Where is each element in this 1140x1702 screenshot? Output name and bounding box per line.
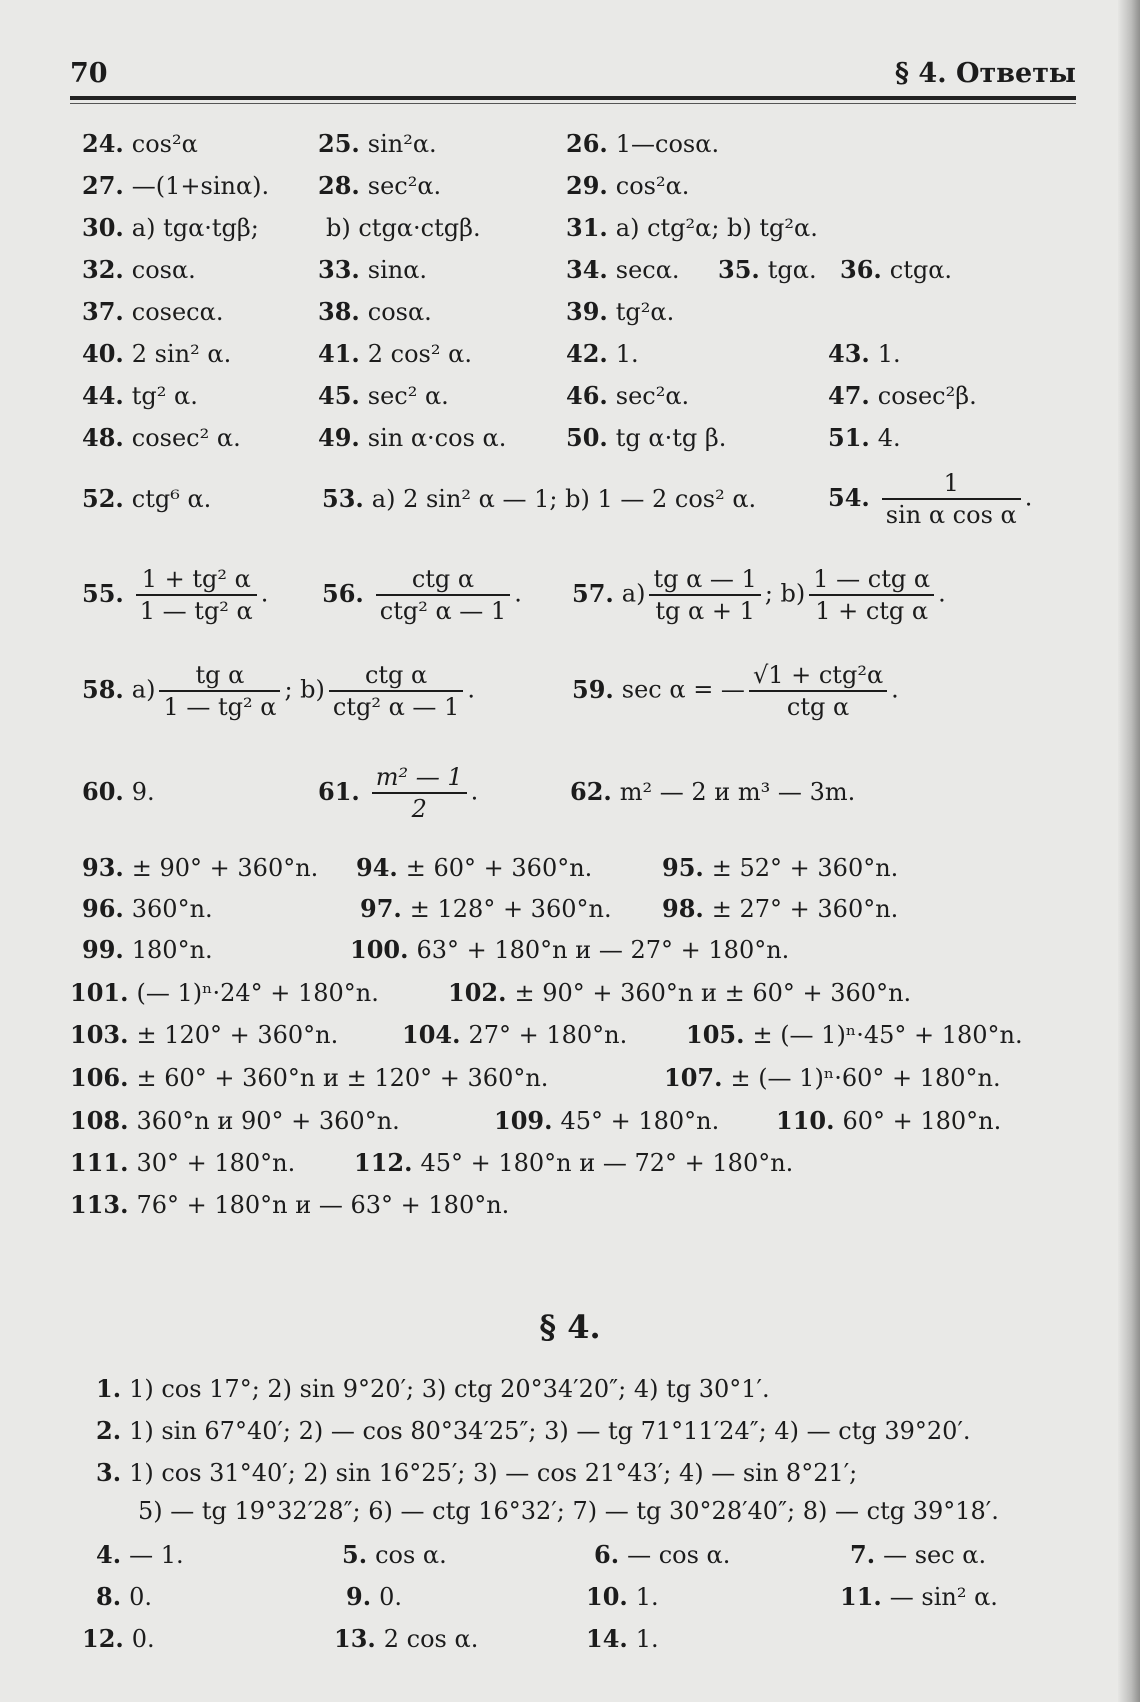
answer-number: 94. xyxy=(356,853,398,882)
answers1-item xyxy=(354,1148,793,1178)
answer-text: — sec α. xyxy=(883,1541,987,1569)
answers1-item xyxy=(82,339,231,369)
answer-text: ctg⁶ α. xyxy=(131,485,212,513)
answer-text: 45° + 180°n. xyxy=(560,1107,720,1135)
answer-number: 38. xyxy=(318,297,360,326)
answer-number: 34. xyxy=(566,255,608,284)
answer-57: 57. a) $\frac{\text{tg α — 1}}{\text{tg α + 1}}$ ; b) $\frac{\text{1 — ctg α}}{\text{1 + ctg α}}$ . xyxy=(572,565,946,625)
answer-number: 107. xyxy=(664,1063,723,1092)
answers1-item xyxy=(70,1020,338,1050)
answers1-item xyxy=(686,1020,1023,1050)
answer-text: ± 90° + 360°n и ± 60° + 360°n. xyxy=(514,979,912,1007)
answer-text: cosα. xyxy=(131,256,196,284)
answers1-item xyxy=(82,935,213,965)
fraction: $\frac{\text{1 — ctg α}}{\text{1 + ctg α}}$ xyxy=(809,564,934,626)
answer-text: 45° + 180°n и — 72° + 180°n. xyxy=(420,1149,794,1177)
fraction: $\frac{\text{√1 + ctg²α}}{\text{ctg α}}$ xyxy=(749,660,887,722)
answer-number: 43. xyxy=(828,339,870,368)
answer-number: 45. xyxy=(318,381,360,410)
answer-text: tg²α. xyxy=(615,298,675,326)
answer-text: 1) sin 67°40′; 2) — cos 80°34′25″; 3) — tg 71°11′24″; 4) — ctg 39°20′. xyxy=(129,1417,971,1445)
answer-text: 5) — tg 19°32′28″; 6) — ctg 16°32′; 7) — tg 30°28′40″; 8) — ctg 39°18′. xyxy=(138,1497,999,1525)
answers1-item xyxy=(82,894,213,924)
answer-number: 28. xyxy=(318,171,360,200)
answer-text: ± 90° + 360°n. xyxy=(131,854,319,882)
answer-text: cosec²β. xyxy=(877,382,977,410)
answer-text: 30° + 180°n. xyxy=(136,1149,296,1177)
answers2-item xyxy=(840,1582,998,1612)
answer-text: a) ctg²α; b) tg²α. xyxy=(615,214,818,242)
answer-text: 1) cos 17°; 2) sin 9°20′; 3) ctg 20°34′20″; 4) tg 30°1′. xyxy=(129,1375,770,1403)
answer-number: 32. xyxy=(82,255,124,284)
answer-text: 0. xyxy=(379,1583,402,1611)
fraction: $\frac{\text{m² — 1}}{2}$ xyxy=(372,762,467,824)
header-rule-thin xyxy=(70,103,1076,104)
answer-number: 104. xyxy=(402,1020,461,1049)
answers1-item xyxy=(566,213,818,243)
answers1-item xyxy=(448,978,911,1008)
answer-number: 33. xyxy=(318,255,360,284)
answers1-item xyxy=(318,171,441,201)
answers1-item xyxy=(570,777,855,807)
answer-text: ± 60° + 360°n. xyxy=(405,854,593,882)
answer-text: — 1. xyxy=(129,1541,184,1569)
answer-text: 1—cosα. xyxy=(615,130,720,158)
answer-text: cos²α xyxy=(131,130,198,158)
answers1-item xyxy=(82,484,211,514)
answer-text: sin α·cos α. xyxy=(367,424,507,452)
answers2-item xyxy=(96,1458,857,1488)
answer-54: 54. $\frac{1}{\text{sin α cos α}}$ . xyxy=(828,469,1033,529)
answer-number: 11. xyxy=(840,1582,882,1611)
answers1-item xyxy=(70,978,379,1008)
answer-number: 103. xyxy=(70,1020,129,1049)
answer-text: — cos α. xyxy=(627,1541,731,1569)
header-rule xyxy=(70,96,1076,100)
answer-number: 6. xyxy=(594,1540,620,1569)
answer-number: 10. xyxy=(586,1582,628,1611)
answer-text: cosα. xyxy=(367,298,432,326)
answers1-item xyxy=(360,894,612,924)
answer-text: 1. xyxy=(635,1583,659,1611)
fraction: $\frac{\text{tg α — 1}}{\text{tg α + 1}}$ xyxy=(649,564,760,626)
answer-text: (— 1)ⁿ·24° + 180°n. xyxy=(136,979,379,1007)
fraction: $\frac{\text{ctg α}}{\text{ctg² α — 1}}$ xyxy=(329,660,463,722)
answer-text: 63° + 180°n и — 27° + 180°n. xyxy=(416,936,790,964)
answers1-item xyxy=(82,777,155,807)
answer-number: 48. xyxy=(82,423,124,452)
answers1-item xyxy=(318,297,432,327)
answers1-item xyxy=(82,853,318,883)
answer-number: 97. xyxy=(360,894,402,923)
answers1-item xyxy=(70,1148,295,1178)
answer-number: 5. xyxy=(342,1540,368,1569)
answer-number: 24. xyxy=(82,129,124,158)
answer-61: 61. $\frac{\text{m² — 1}}{2}$ . xyxy=(318,763,479,823)
answers1-item xyxy=(322,484,756,514)
answer-text: 76° + 180°n и — 63° + 180°n. xyxy=(136,1191,510,1219)
answers1-item xyxy=(82,381,198,411)
answer-number: 62. xyxy=(570,777,612,806)
answers2-item xyxy=(342,1540,447,1570)
answer-text: ctgα. xyxy=(889,256,953,284)
answer-text: 4. xyxy=(877,424,901,452)
answers1-item xyxy=(350,935,789,965)
answer-text: b) ctgα·ctgβ. xyxy=(326,214,481,242)
answer-number: 44. xyxy=(82,381,124,410)
answers2-item xyxy=(130,1496,999,1526)
answer-text: tg α·tg β. xyxy=(615,424,727,452)
answer-number: 36. xyxy=(840,255,882,284)
answers1-item xyxy=(664,1063,1001,1093)
answer-text: 1) cos 31°40′; 2) sin 16°25′; 3) — cos 21°43′; 4) — sin 8°21′; xyxy=(129,1459,858,1487)
answer-number: 7. xyxy=(850,1540,876,1569)
answers1-item xyxy=(82,129,198,159)
answers1-item xyxy=(318,423,506,453)
answer-number: 35. xyxy=(718,255,760,284)
fraction: $\frac{1}{\text{sin α cos α}}$ xyxy=(882,468,1021,530)
answer-number: 112. xyxy=(354,1148,413,1177)
answer-58: 58. a) $\frac{\text{tg α}}{\text{1 — tg² α}}$ ; b) $\frac{\text{ctg α}}{\text{ctg² α — 1}}$ . xyxy=(82,661,475,721)
answer-text: sinα. xyxy=(367,256,428,284)
answer-text: a) tgα·tgβ; xyxy=(131,214,259,242)
answers1-item xyxy=(828,339,901,369)
answers1-item xyxy=(70,1190,509,1220)
answer-55: 55. $\frac{\text{1 + tg² α}}{\text{1 — tg² α}}$ . xyxy=(82,565,269,625)
answer-number: 60. xyxy=(82,777,124,806)
answer-text: ± 60° + 360°n и ± 120° + 360°n. xyxy=(136,1064,549,1092)
answer-number: 39. xyxy=(566,297,608,326)
answers1-item xyxy=(82,423,241,453)
answer-56: 56. $\frac{\text{ctg α}}{\text{ctg² α — 1}}$ . xyxy=(322,565,522,625)
answer-number: 29. xyxy=(566,171,608,200)
answer-number: 50. xyxy=(566,423,608,452)
answer-number: 30. xyxy=(82,213,124,242)
answers1-item xyxy=(776,1106,1001,1136)
answers1-item xyxy=(402,1020,627,1050)
answer-number: 106. xyxy=(70,1063,129,1092)
answer-number: 102. xyxy=(448,978,507,1007)
answer-text: secα. xyxy=(615,256,680,284)
answers2-item xyxy=(346,1582,402,1612)
answer-number: 105. xyxy=(686,1020,745,1049)
answer-number: 42. xyxy=(566,339,608,368)
answers2-item xyxy=(96,1582,152,1612)
answer-number: 93. xyxy=(82,853,124,882)
answer-text: ± (— 1)ⁿ·45° + 180°n. xyxy=(752,1021,1023,1049)
answers1-item xyxy=(840,255,952,285)
answers1-item xyxy=(566,297,674,327)
answers1-item xyxy=(82,297,223,327)
answers2-item xyxy=(586,1624,659,1654)
answer-text: 2 cos α. xyxy=(383,1625,479,1653)
answer-number: 8. xyxy=(96,1582,122,1611)
answer-text: sec²α. xyxy=(367,172,442,200)
answers2-item xyxy=(96,1416,971,1446)
answer-text: —(1+sinα). xyxy=(131,172,270,200)
answer-number: 41. xyxy=(318,339,360,368)
answers1-item xyxy=(82,213,259,243)
answer-number: 49. xyxy=(318,423,360,452)
answers1-item xyxy=(82,171,269,201)
section-title: § 4. xyxy=(539,1308,601,1346)
answer-text: ± 52° + 360°n. xyxy=(711,854,899,882)
answer-number: 100. xyxy=(350,935,409,964)
answer-text: 1. xyxy=(615,340,639,368)
answer-text: ± (— 1)ⁿ·60° + 180°n. xyxy=(730,1064,1001,1092)
answer-text: 2 cos² α. xyxy=(367,340,472,368)
answers2-item xyxy=(96,1540,184,1570)
running-title: § 4. Ответы xyxy=(894,58,1076,89)
page-number: 70 xyxy=(70,58,108,89)
answers1-item xyxy=(356,853,592,883)
answer-text: tgα. xyxy=(767,256,817,284)
answer-number: 108. xyxy=(70,1106,129,1135)
answer-number: 109. xyxy=(494,1106,553,1135)
answer-text: sec² α. xyxy=(367,382,449,410)
answer-text: cosec² α. xyxy=(131,424,241,452)
answer-text: 0. xyxy=(131,1625,155,1653)
page-edge-shadow xyxy=(1118,0,1140,1702)
answer-number: 13. xyxy=(334,1624,376,1653)
answer-text: cosecα. xyxy=(131,298,224,326)
answers1-item xyxy=(828,381,977,411)
answer-text: ± 27° + 360°n. xyxy=(711,895,899,923)
fraction: $\frac{\text{ctg α}}{\text{ctg² α — 1}}$ xyxy=(376,564,510,626)
answers1-item xyxy=(318,129,437,159)
answers1-item xyxy=(566,423,726,453)
answer-number: 1. xyxy=(96,1374,122,1403)
answer-number: 47. xyxy=(828,381,870,410)
answer-number: 12. xyxy=(82,1624,124,1653)
answer-number: 9. xyxy=(346,1582,372,1611)
answers1-item xyxy=(318,381,449,411)
answer-number: 101. xyxy=(70,978,129,1007)
answer-text: sec²α. xyxy=(615,382,690,410)
answer-number: 4. xyxy=(96,1540,122,1569)
answers1-item xyxy=(318,213,481,243)
answers1-item xyxy=(318,255,427,285)
answer-number: 3. xyxy=(96,1458,122,1487)
answer-number: 26. xyxy=(566,129,608,158)
answers2-item xyxy=(850,1540,986,1570)
answers1-item xyxy=(566,129,719,159)
answers2-item xyxy=(96,1374,770,1404)
answer-text: tg² α. xyxy=(131,382,198,410)
answer-number: 98. xyxy=(662,894,704,923)
answer-number: 31. xyxy=(566,213,608,242)
fraction: $\frac{\text{tg α}}{\text{1 — tg² α}}$ xyxy=(159,660,280,722)
answer-number: 53. xyxy=(322,484,364,513)
answer-59: 59. sec α = — $\frac{\text{√1 + ctg²α}}{\text{ctg α}}$ . xyxy=(572,661,899,721)
answers1-item xyxy=(70,1063,548,1093)
answers2-item xyxy=(82,1624,155,1654)
answer-text: cos²α. xyxy=(615,172,690,200)
answer-text: sin²α. xyxy=(367,130,437,158)
answer-text: 1. xyxy=(877,340,901,368)
answer-text: 60° + 180°n. xyxy=(842,1107,1002,1135)
answer-number: 99. xyxy=(82,935,124,964)
fraction: $\frac{\text{1 + tg² α}}{\text{1 — tg² α}}$ xyxy=(136,564,257,626)
answer-number: 46. xyxy=(566,381,608,410)
answers1-item xyxy=(828,423,901,453)
answer-number: 27. xyxy=(82,171,124,200)
answer-text: 1. xyxy=(635,1625,659,1653)
answers2-item xyxy=(586,1582,659,1612)
answer-number: 95. xyxy=(662,853,704,882)
answer-number: 25. xyxy=(318,129,360,158)
answer-text: 180°n. xyxy=(131,936,213,964)
answer-number: 111. xyxy=(70,1148,129,1177)
answers1-item xyxy=(494,1106,719,1136)
answers1-item xyxy=(566,255,680,285)
answers1-item xyxy=(662,853,898,883)
answer-number: 40. xyxy=(82,339,124,368)
answer-text: ± 128° + 360°n. xyxy=(409,895,612,923)
answer-text: 2 sin² α. xyxy=(131,340,232,368)
answers2-item xyxy=(594,1540,730,1570)
answer-text: 9. xyxy=(131,778,155,806)
answers1-item xyxy=(566,381,689,411)
answer-number: 96. xyxy=(82,894,124,923)
answer-text: a) 2 sin² α — 1; b) 1 — 2 cos² α. xyxy=(371,485,757,513)
answer-number: 110. xyxy=(776,1106,835,1135)
answers1-item xyxy=(566,171,689,201)
answer-text: cos α. xyxy=(375,1541,447,1569)
answers1-item xyxy=(662,894,898,924)
answer-number: 2. xyxy=(96,1416,122,1445)
answer-number: 14. xyxy=(586,1624,628,1653)
answer-text: 27° + 180°n. xyxy=(468,1021,628,1049)
answers1-item xyxy=(82,255,196,285)
answer-number: 113. xyxy=(70,1190,129,1219)
answers1-item xyxy=(718,255,817,285)
answer-text: 360°n и 90° + 360°n. xyxy=(136,1107,400,1135)
answer-text: m² — 2 и m³ — 3m. xyxy=(619,778,856,806)
answers1-item xyxy=(318,339,472,369)
answer-text: ± 120° + 360°n. xyxy=(136,1021,339,1049)
answer-number: 37. xyxy=(82,297,124,326)
answer-number: 51. xyxy=(828,423,870,452)
answers2-item xyxy=(334,1624,478,1654)
answers1-item xyxy=(70,1106,400,1136)
answers1-item xyxy=(566,339,639,369)
answer-text: 360°n. xyxy=(131,895,213,923)
answer-text: — sin² α. xyxy=(889,1583,998,1611)
answer-number: 52. xyxy=(82,484,124,513)
answer-text: 0. xyxy=(129,1583,152,1611)
